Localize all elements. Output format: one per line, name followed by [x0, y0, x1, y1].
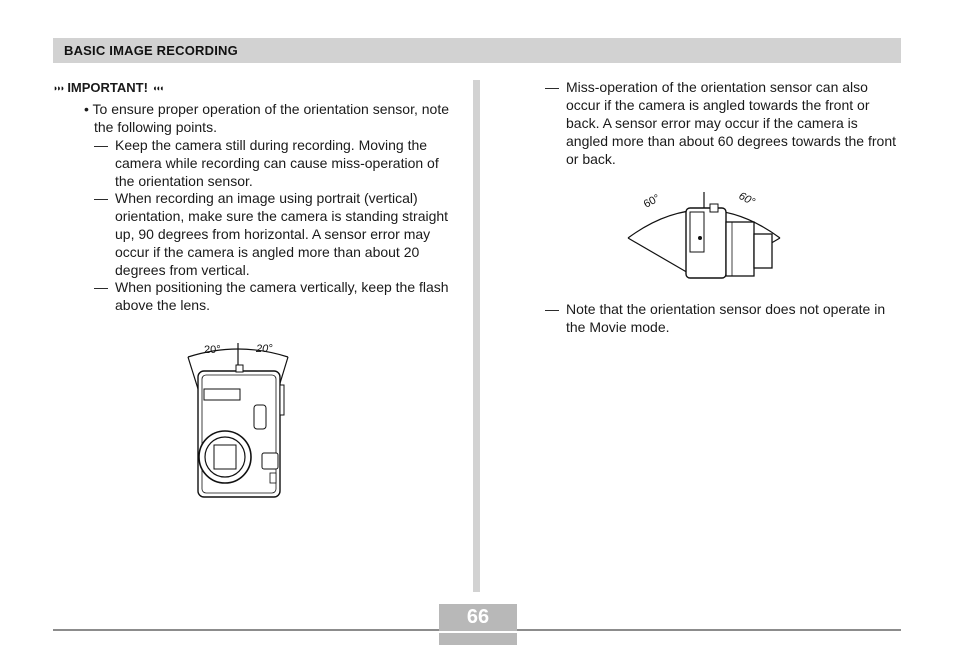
- dash-mark: —: [545, 301, 559, 317]
- important-label: IMPORTANT!: [67, 80, 148, 95]
- right-dash-text-1: Miss-operation of the orientation sensor can also occur if the camera is angled towards the front or back. A sensor error may occur if the camera is angled more than about 60 degrees towards the front or back.: [566, 79, 896, 167]
- angle-label-left: 60°: [641, 192, 663, 211]
- angle-label-right: 60°: [736, 190, 757, 209]
- camera-side-tilt-figure: [620, 182, 790, 282]
- left-dash-text-3: When positioning the camera vertically, keep the flash above the lens.: [115, 279, 449, 313]
- camera-side-icon: [686, 204, 772, 278]
- header-bar: [53, 38, 901, 63]
- right-dash-text-2: Note that the orientation sensor does not operate in the Movie mode.: [566, 301, 886, 335]
- dash-mark: —: [94, 190, 108, 206]
- page-number-box: [439, 604, 517, 631]
- important-heading: [53, 80, 162, 95]
- bullet-text: • To ensure proper operation of the orientation sensor, note the following points.: [84, 101, 449, 135]
- important-marks-left-icon: ◗◗◗: [53, 82, 64, 93]
- camera-front-tilt-figure: [180, 335, 300, 505]
- left-dash-text-2: When recording an image using portrait (vertical) orientation, make sure the camera is standing straight up, 90 degrees from horizontal. A sensor error may occur if the camera is angled more than about 20 degrees from vertical.: [115, 190, 449, 278]
- important-marks-right-icon: ◖◖◖: [151, 82, 163, 93]
- section-title: BASIC IMAGE RECORDING: [64, 43, 238, 58]
- page-number: 66: [466, 606, 490, 628]
- dash-mark: —: [545, 79, 559, 95]
- angle-label-right: 20°: [256, 343, 273, 355]
- left-dash-text-1: Keep the camera still during recording. Moving the camera while recording can cause miss-operation of the orientation sensor.: [115, 137, 439, 189]
- dash-mark: —: [94, 279, 108, 295]
- camera-front-icon: [198, 365, 284, 497]
- angle-label-left: 20°: [204, 344, 221, 356]
- column-divider: [473, 80, 480, 592]
- bullet-item: [84, 100, 464, 136]
- dash-mark: —: [94, 137, 108, 153]
- page-number-box-lower: [439, 633, 517, 645]
- tilt-line-front: [628, 238, 690, 274]
